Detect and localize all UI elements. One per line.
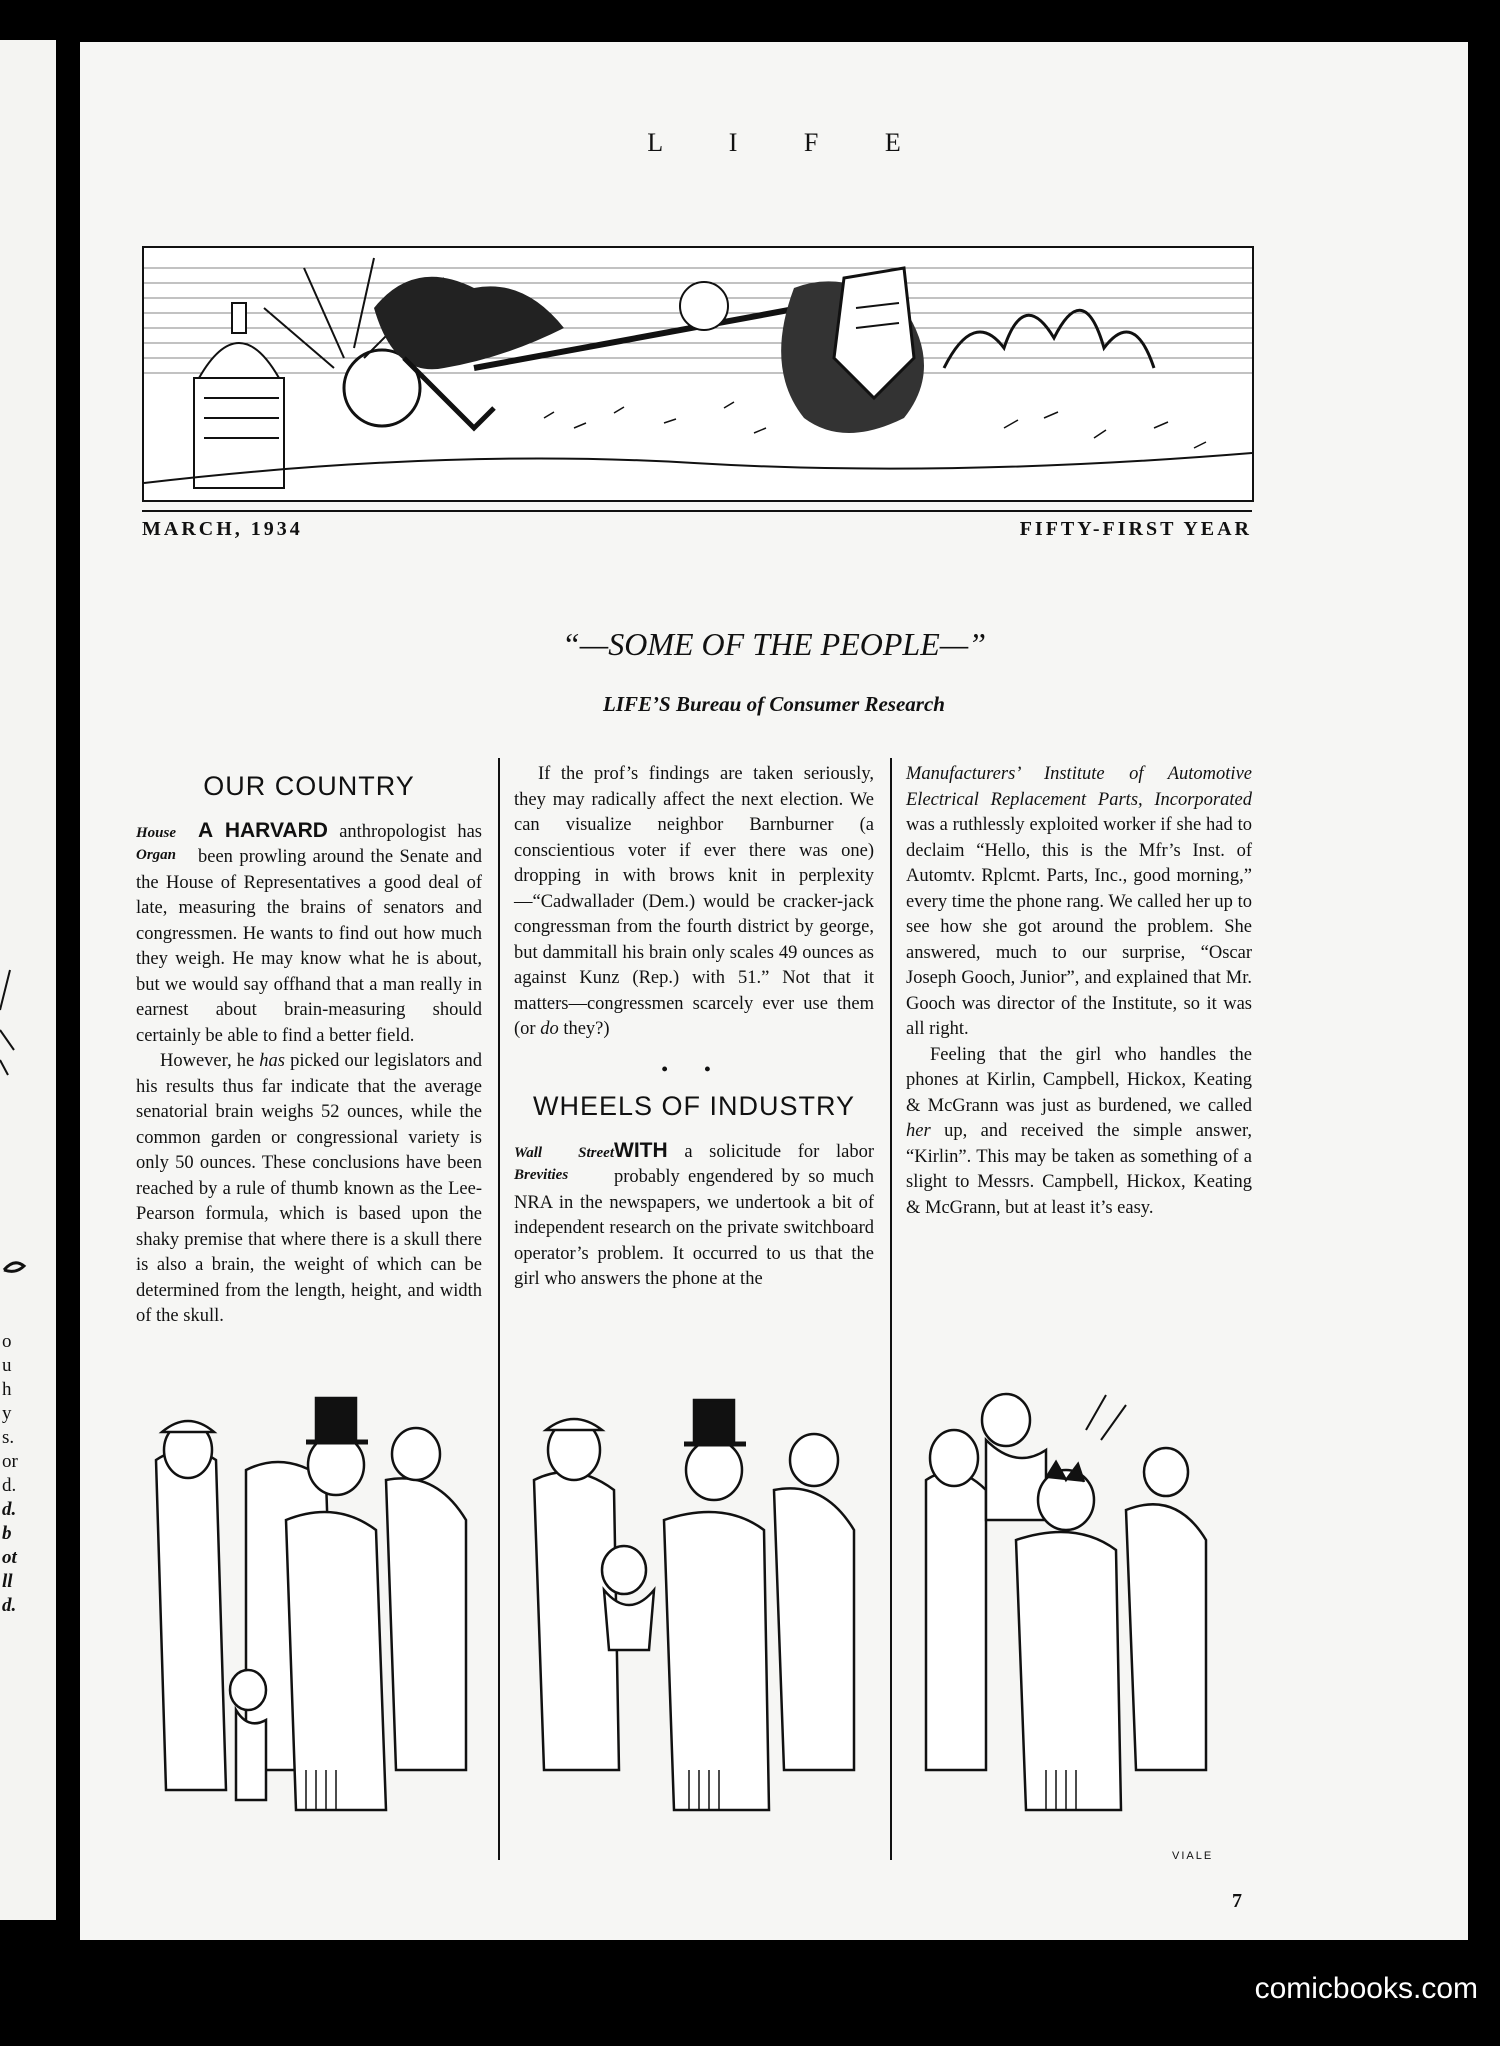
watermark: comicbooks.com [1254, 1972, 1478, 2005]
column-1 [136, 762, 482, 1382]
paragraph [906, 762, 1252, 1043]
section-divider: • • [661, 1058, 727, 1079]
left-text-fragment: b [2, 1523, 12, 1544]
paragraph [136, 1049, 482, 1330]
cartoon-panel-2 [514, 1390, 874, 1836]
issue-date: MARCH, 1934 [142, 518, 303, 540]
left-text-fragment: d. [2, 1499, 17, 1520]
article-title: “—SOME OF THE PEOPLE—” [561, 626, 986, 662]
column-rule [890, 758, 892, 1860]
left-text-fragment: h [2, 1379, 12, 1400]
side-label: House Organ [136, 824, 177, 863]
paragraph-text: picked our legislators and his results thus far indicate that the average senatorial brain weighs 52 ounces, while the common garden or congressional variety is only 50 ounces. These conclusions have been reached by a rule of thumb known as the Lee-Pearson formula, which is based upon the shaky premise that where there is a skull there is also a brain, the weight of which can be determined from the length, height, and width of the skull. [136, 1051, 482, 1326]
left-text-fragment: ll [2, 1571, 13, 1592]
paragraph [514, 762, 874, 1043]
column-2 [514, 762, 874, 1293]
paragraph-text: If the prof’s findings are taken seriously, they may radically affect the next election. We can visualize neighbor Barnburner (a conscientious voter if ever there was one) dropping in with brows knit in perplexity—“Cadwallader (Dem.) would be cracker-jack congressman from the fourth district by george, but dammitall his brain only scales 49 ounces as against Kunz (Rep.) with 51.” Not that it matters—congressmen scarcely ever use them (or [514, 764, 874, 1039]
previous-page-edge [0, 40, 56, 1920]
section-heading: WHEELS OF INDUSTRY [532, 1091, 856, 1121]
artist-signature: VIALE [1172, 1850, 1214, 1862]
left-text-fragment: o [2, 1331, 12, 1352]
magazine-masthead: L I F E [647, 128, 931, 157]
paragraph-text: up, and received the simple answer, “Kirlin”. This may be taken as something of a slight to Messrs. Campbell, Hickox, Keating & McGrann, but at least it’s easy. [906, 1121, 1252, 1218]
lead-word: WITH [614, 1138, 668, 1162]
left-text-fragment: or [2, 1451, 18, 1472]
article-subtitle: LIFE’S Bureau of Consumer Research [603, 692, 945, 716]
left-text-fragment: d. [2, 1595, 17, 1616]
side-label: Wall Street Brevities [514, 1144, 614, 1183]
cartoon-panel-3 [906, 1390, 1252, 1836]
left-text-fragment: s. [2, 1427, 15, 1448]
emphasis: her [906, 1121, 931, 1141]
emphasis: has [259, 1051, 285, 1071]
left-page-drawing [0, 940, 56, 1280]
lead-word: A HARVARD [198, 818, 328, 842]
paragraph [906, 1043, 1252, 1222]
left-text-fragment: ot [2, 1547, 17, 1568]
magazine-page [80, 42, 1468, 1940]
section-heading: OUR COUNTRY [203, 771, 415, 801]
left-text-fragment: y [2, 1403, 12, 1424]
page-number: 7 [1232, 1890, 1242, 1912]
dateline [142, 510, 1252, 541]
paragraph-text: a solicitude for labor probably engendered by so much NRA in the newspapers, we undertook a bit of independent research on the private switchboard operator’s problem. It occurred to us that the girl who answers the phone at the [514, 1141, 874, 1289]
left-text-fragment: u [2, 1355, 12, 1376]
masthead-illustration [142, 246, 1254, 502]
paragraph-text: they?) [558, 1019, 610, 1039]
paragraph-text: However, he [160, 1051, 260, 1071]
paragraph-text: Feeling that the girl who handles the phones at Kirlin, Campbell, Hickox, Keating & McGrann was just as burdened, we called [906, 1044, 1252, 1116]
cartoon-panel-1 [136, 1390, 482, 1836]
paragraph-text: anthropologist has been prowling around the Senate and the House of Representatives a good deal of late, measuring the brains of senators and congressmen. He wants to find out how much they weigh. He may know what he is about, but we would say offhand that a man really in earnest about brain-measuring should certainly be able to find a better field. [136, 821, 482, 1046]
paragraph-text: was a ruthlessly exploited worker if she had to declaim “Hello, this is the Mfr’s Inst. of Automtv. Rplcmt. Parts, Inc., good morning,” every time the phone rang. We called her up to see how she got around the problem. She answered, much to our surprise, “Oscar Joseph Gooch, Junior”, and explained that Mr. Gooch was director of the Institute, so it was all right. [906, 815, 1252, 1039]
column-3 [906, 762, 1252, 1221]
emphasis: do [540, 1019, 559, 1039]
issue-year: FIFTY-FIRST YEAR [1019, 518, 1252, 540]
emphasis: Manufacturers’ Institute of Automotive Electrical Replacement Parts, Incorporated [906, 764, 1252, 810]
column-rule [498, 758, 500, 1860]
left-text-fragment: d. [2, 1475, 17, 1496]
